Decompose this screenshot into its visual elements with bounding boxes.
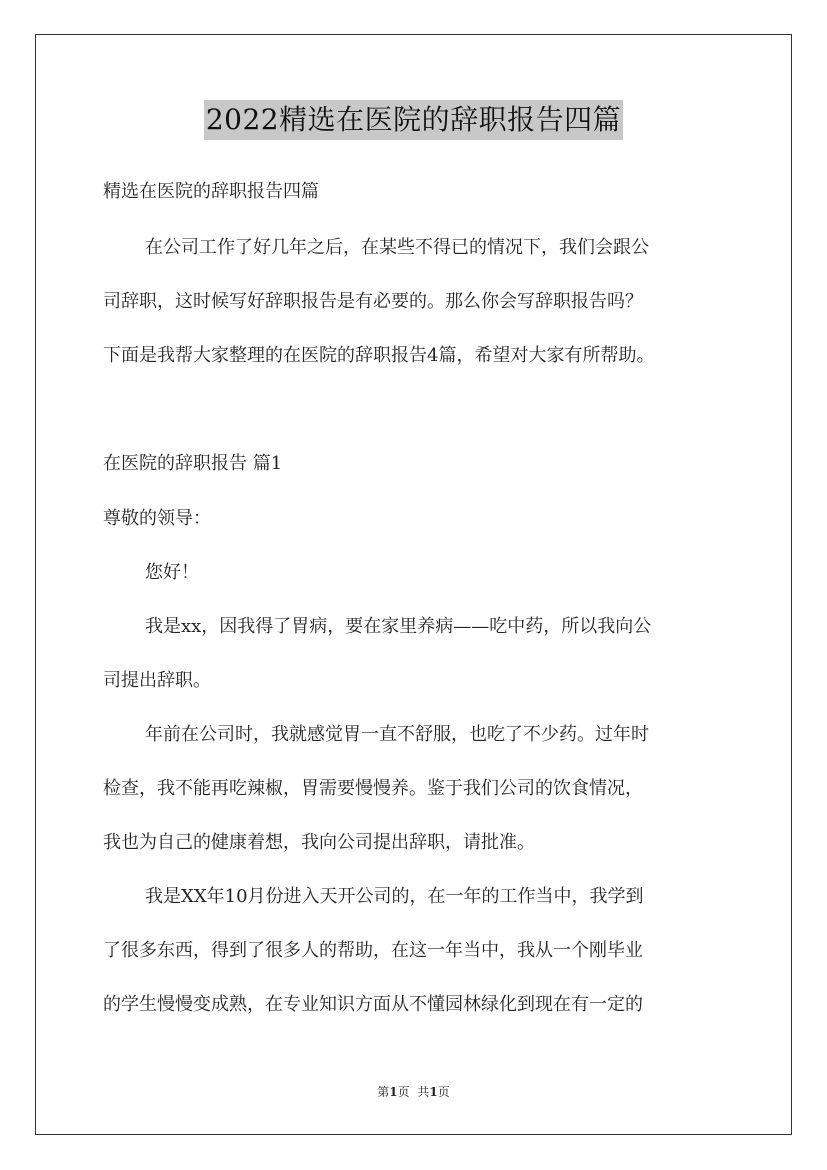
footer-total-suffix: 页 bbox=[437, 1085, 450, 1099]
body-paragraph-2-line-3: 我也为自己的健康着想，我向公司提出辞职，请批准。 bbox=[103, 832, 535, 853]
body-paragraph-2-line-1: 年前在公司时，我就感觉胃一直不舒服，也吃了不少药。过年时 bbox=[145, 724, 649, 745]
page-footer bbox=[0, 1084, 827, 1100]
intro-paragraph-line-1: 在公司工作了好几年之后，在某些不得已的情况下，我们会跟公 bbox=[145, 237, 649, 258]
intro-paragraph-line-2: 司辞职，这时候写好辞职报告是有必要的。那么你会写辞职报告吗？ bbox=[103, 291, 643, 312]
footer-total-number: 1 bbox=[429, 1085, 438, 1099]
footer-page-suffix: 页 bbox=[397, 1085, 410, 1099]
subtitle-line: 精选在医院的辞职报告四篇 bbox=[103, 181, 319, 202]
footer-page-number: 1 bbox=[389, 1085, 398, 1099]
intro-paragraph-line-3: 下面是我帮大家整理的在医院的辞职报告4篇，希望对大家有所帮助。 bbox=[103, 345, 655, 366]
body-paragraph-1-line-1: 我是xx，因我得了胃病，要在家里养病——吃中药，所以我向公 bbox=[145, 616, 652, 637]
title-container bbox=[0, 100, 827, 140]
salutation: 尊敬的领导： bbox=[103, 508, 211, 529]
document-title: 2022精选在医院的辞职报告四篇 bbox=[204, 100, 623, 140]
body-paragraph-1-line-2: 司提出辞职。 bbox=[103, 670, 211, 691]
body-paragraph-2-line-2: 检查，我不能再吃辣椒，胃需要慢慢养。鉴于我们公司的饮食情况， bbox=[103, 778, 643, 799]
footer-total-prefix: 共 bbox=[417, 1085, 430, 1099]
section-heading: 在医院的辞职报告 篇1 bbox=[103, 453, 283, 474]
body-paragraph-3-line-2: 了很多东西，得到了很多人的帮助，在这一年当中，我从一个刚毕业 bbox=[103, 940, 643, 961]
body-paragraph-3-line-3: 的学生慢慢变成熟，在专业知识方面从不懂园林绿化到现在有一定的 bbox=[103, 994, 643, 1015]
body-paragraph-3-line-1: 我是XX年10月份进入天开公司的，在一年的工作当中，我学到 bbox=[145, 886, 644, 907]
footer-page-prefix: 第 bbox=[377, 1085, 390, 1099]
greeting: 您好！ bbox=[145, 562, 199, 583]
